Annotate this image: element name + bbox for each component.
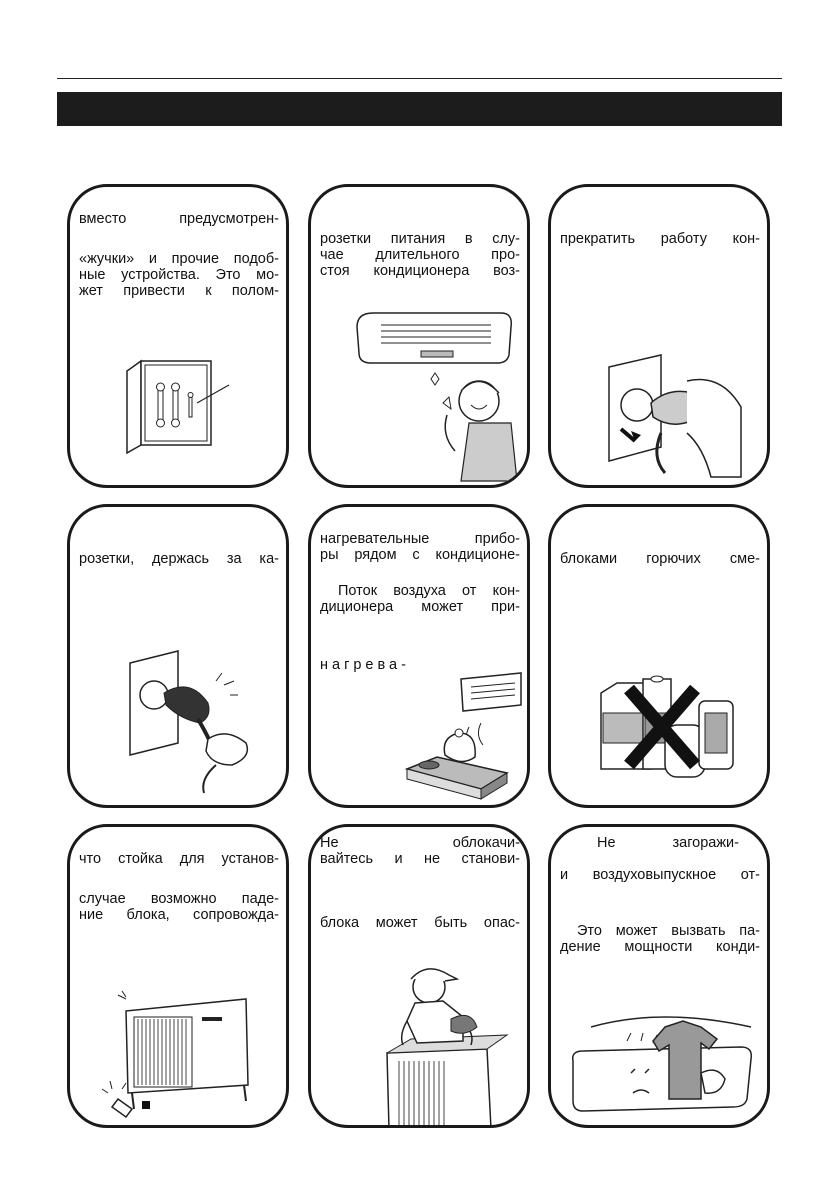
card-text-line: вайтесь и не станови- [320,851,520,867]
card-stop-operation [548,184,770,488]
header-bar [57,92,782,126]
card-text-line: ные устройства. Это мо- [79,267,279,283]
card-heaters [308,504,530,808]
card-text-line: Не облокачи- [320,835,520,851]
card-text-line: дение мощности конди- [560,939,760,955]
card-text-line: розетки, держась за ка- [79,551,279,567]
card-text-line: жет привести к полом- [79,283,279,299]
card-text-line: розетки питания в слу- [320,231,520,247]
card-text-line: «жучки» и прочие подоб- [79,251,279,267]
card-text-line: Не загоражи- [597,835,739,851]
card-text-line: ние блока, сопровожда- [79,907,279,923]
card-text-line: Это может вызвать па- [577,923,760,939]
hand-unplugging-illustration [591,337,751,487]
card-text-line: случае возможно паде- [79,891,279,907]
outdoor-unit-falling-illustration [98,989,268,1119]
card-text-line: прекратить работу кон- [560,231,760,247]
card-pull-plug [67,504,289,808]
card-fuse-warning [67,184,289,488]
card-text-line: чае длительного про- [320,247,520,263]
card-text-line: вместо предусмотрен- [79,211,279,227]
card-flammable [548,504,770,808]
boy-and-ac-illustration [351,305,521,485]
clothes-on-ac-illustration [561,1003,761,1123]
card-do-not-block [548,824,770,1128]
boy-on-unit-illustration [367,961,517,1128]
flammable-cans-crossed-illustration [595,673,745,793]
card-mount-stand [67,824,289,1128]
heater-illustration [401,667,526,807]
card-text-line: и воздуховыпускное от- [560,867,760,883]
card-text-line: диционера может при- [320,599,520,615]
card-text-line: нагревательные прибо- [320,531,520,547]
card-text-line: что стойка для установ- [79,851,279,867]
plug-pulling-illustration [120,647,270,797]
card-text-line: нагрева- [320,657,410,673]
card-text-line: стоя кондиционера воз- [320,263,520,279]
top-rule [57,78,782,79]
fuse-box-illustration [125,357,245,457]
card-text-line: блока может быть опас- [320,915,520,931]
card-text-line: блоками горючих сме- [560,551,760,567]
card-do-not-lean [308,824,530,1128]
card-text-line: Поток воздуха от кон- [338,583,520,599]
card-text-line: ры рядом с кондиционе- [320,547,520,563]
card-unplug-idle [308,184,530,488]
